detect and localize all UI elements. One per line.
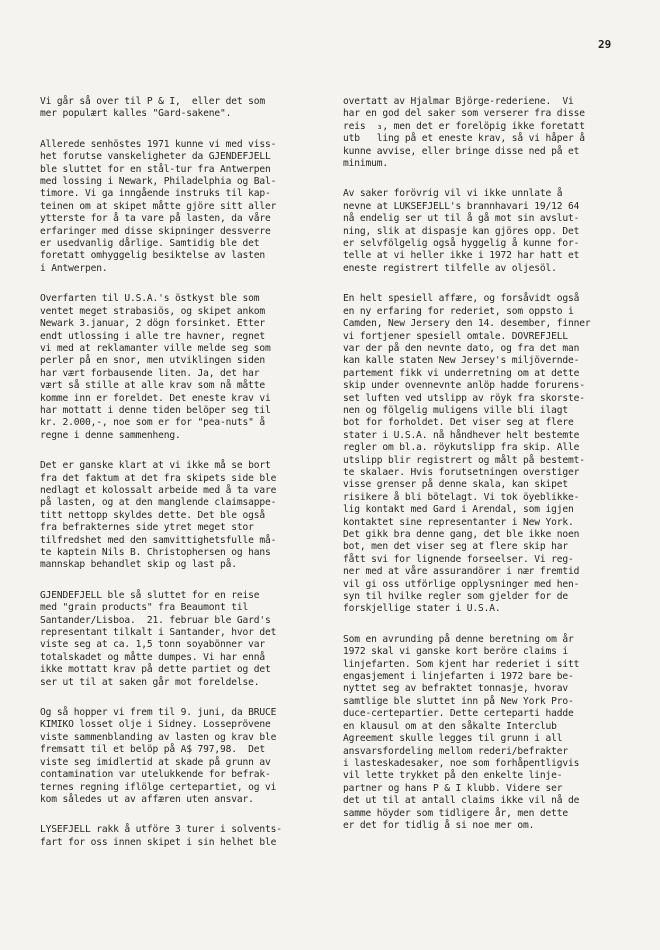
text-line: teinen om at skipet måtte gjöre sitt aller bbox=[40, 200, 277, 212]
text-line: Det er ganske klart at vi ikke må se bort bbox=[40, 460, 271, 472]
text-line: En helt spesiell affære, og forsåvidt også bbox=[343, 293, 580, 305]
text-line: nyttet seg av befraktet tonnasje, hvorav bbox=[343, 683, 569, 695]
text-line: Og så hopper vi frem til 9. juni, da BRUCE bbox=[40, 707, 277, 719]
text-line: vil gi oss utförlige opplysninger med hen- bbox=[343, 578, 580, 590]
paragraph bbox=[40, 96, 332, 121]
text-line: en ny erfaring for rederiet, som oppsto i bbox=[343, 305, 574, 317]
text-line: nå endelig ser ut til å gå mot sin avslut- bbox=[343, 213, 580, 225]
text-line: har vært forbausende liten. Ja, det har bbox=[40, 367, 260, 379]
text-line: te kaptein Nils B. Christophersen og hans bbox=[40, 547, 271, 558]
left-column bbox=[40, 96, 332, 867]
text-line: utslipp blir registrert og målt på bestemt- bbox=[343, 454, 585, 466]
paragraph bbox=[40, 707, 332, 806]
text-line: ytterste for å ta vare på lasten, da våre bbox=[40, 213, 271, 225]
text-line: GJENDEFJELL ble så sluttet for en reise bbox=[40, 589, 260, 601]
text-line: ternes regning iflölge certepartiet, og vi bbox=[40, 781, 277, 793]
text-line: fra det faktum at det fra skipets side ble bbox=[40, 472, 277, 484]
text-line: med "grain products" fra Beaumont til bbox=[40, 602, 249, 614]
text-line: ble sluttet for en stål-tur fra Antwerpen bbox=[40, 163, 271, 175]
paragraph bbox=[40, 293, 332, 442]
text-line: regler om bl.a. röykutslipp fra skip. Alle bbox=[343, 442, 580, 454]
text-line: Av saker forövrig vil vi ikke unnlate å bbox=[343, 188, 563, 200]
paragraph bbox=[40, 460, 332, 572]
text-line: ikke mottatt krav på dette partiet og det bbox=[40, 664, 271, 676]
text-line: syn til hvilke regler som gjelder for de bbox=[343, 591, 569, 603]
text-line: duce-certepartier. Dette certeparti hadde bbox=[343, 708, 574, 720]
text-line: har mottatt i denne tiden belöper seg til bbox=[40, 404, 271, 416]
text-line: bot for forholdet. Det viser seg at flere bbox=[343, 417, 574, 429]
text-line: vi fortjener spesiell omtale. DOVREFJELL bbox=[343, 330, 569, 342]
text-line: i Antwerpen. bbox=[40, 262, 108, 274]
text-line: fremsatt til et belöp på A$ 797,98. Det bbox=[40, 744, 266, 756]
text-line: Vi går så over til P & I, eller det som bbox=[40, 96, 266, 107]
text-line: fart for oss innen skipet i sin helhet ble bbox=[40, 836, 277, 848]
text-line: Newark 3.januar, 2 dögn forsinket. Etter bbox=[40, 318, 266, 330]
text-line: ner med at våre assurandörer i nær fremtid bbox=[343, 566, 580, 578]
text-line: kontaktet sine representanter i New York. bbox=[343, 516, 574, 528]
paragraph bbox=[343, 293, 643, 616]
text-line: med lossing i Newark, Philadelphia og Bal- bbox=[40, 176, 277, 188]
text-line: contamination var utelukkende for befrak- bbox=[40, 769, 271, 781]
text-line: mannskap behandlet skip og last på. bbox=[40, 559, 237, 571]
text-line: KIMIKO losset olje i Sidney. Losseprövene bbox=[40, 719, 271, 731]
text-line: vi med at reklamanter ville melde seg som bbox=[40, 342, 271, 354]
text-line: partement fikk vi underretning om at dette bbox=[343, 367, 580, 379]
text-line: Camden, New Jersery den 14. desember, finner bbox=[343, 318, 591, 330]
text-line: forskjellige stater i U.S.A. bbox=[343, 603, 501, 615]
text-line: lig kontakt med Gard i Arendal, som igjen bbox=[343, 504, 574, 516]
text-line: partner og hans P & I klubb. Videre ser bbox=[343, 782, 563, 794]
text-line: LYSEFJELL rakk å utföre 3 turer i solvents- bbox=[40, 824, 282, 836]
text-line: ansvarsfordeling mellom rederi/befrakter bbox=[343, 745, 569, 757]
text-line: Santander/Lisboa. 21. februar ble Gard's bbox=[40, 614, 271, 626]
text-line: kom således ut av affæren uten ansvar. bbox=[40, 793, 254, 805]
paragraph bbox=[40, 590, 332, 689]
text-line: ning, slik at dispasje kan gjöres opp. Det bbox=[343, 225, 580, 237]
text-line: regne i denne sammenheng. bbox=[40, 429, 181, 441]
text-line: linjefarten. Som kjent har rederiet i sitt bbox=[343, 658, 580, 670]
text-line: det ut til at antall claims ikke vil nå de bbox=[343, 795, 580, 807]
text-line: eneste registrert tilfelle av oljesöl. bbox=[343, 262, 557, 274]
text-line: representant tilkalt i Santander, hvor det bbox=[40, 627, 277, 639]
text-line: minimum. bbox=[343, 158, 389, 170]
text-line: Som en avrunding på denne beretning om år bbox=[343, 633, 574, 645]
text-line: fra befrakternes side ytret meget stor bbox=[40, 522, 254, 534]
text-line: mer populært kalles "Gard-sakene". bbox=[40, 108, 232, 120]
text-line: telle at vi heller ikke i 1972 har hatt et bbox=[343, 250, 580, 262]
text-line: engasjement i linjefarten i 1972 bare be- bbox=[343, 671, 574, 683]
text-line: Allerede senhöstes 1971 kunne vi med viss- bbox=[40, 138, 277, 150]
text-line: nen og fölgelig muligens ville bli ilagt bbox=[343, 404, 569, 416]
text-line: ventet meget strabasiös, og skipet ankom bbox=[40, 305, 266, 317]
text-line: er det for tidlig å si noe mer om. bbox=[343, 819, 535, 831]
text-line: erfaringer med disse skipninger dessverre bbox=[40, 225, 271, 237]
text-line: endt utlossing i alle tre havner, regnet bbox=[40, 330, 266, 342]
text-line: vært så stille at alle krav som nå måtte bbox=[40, 380, 266, 392]
text-line: samtlige ble sluttet inn på New York Pro- bbox=[343, 695, 574, 707]
text-line: kr. 2.000,-, noe som er for "pea-nuts" å bbox=[40, 417, 266, 429]
text-line: viste seg imidlertid at skade på grunn av bbox=[40, 756, 271, 768]
text-line: Overfarten til U.S.A.'s östkyst ble som bbox=[40, 293, 260, 305]
paragraph bbox=[40, 824, 332, 849]
text-line: perler på en snor, men utviklingen siden bbox=[40, 355, 266, 367]
text-line: reis ₃, men det er forelöpig ikke foretatt bbox=[343, 120, 585, 132]
text-line: fått svi for lignende forseelser. Vi reg- bbox=[343, 553, 574, 565]
text-line: nedlagt et kolossalt arbeide med å ta vare bbox=[40, 484, 277, 496]
paragraph bbox=[40, 139, 332, 275]
text-line: utb ling på et eneste krav, så vi håper å bbox=[343, 133, 585, 145]
text-line: foretatt omhyggelig besiktelse av lasten bbox=[40, 250, 266, 262]
text-line: 1972 skal vi ganske kort beröre claims i bbox=[343, 646, 569, 658]
text-line: er selvfölgelig også hyggelig å kunne for- bbox=[343, 238, 580, 250]
text-line: Agreement skulle legges til grunn i all bbox=[343, 733, 563, 745]
text-line: skip under ovennevnte anlöp hadde forurens- bbox=[343, 380, 585, 392]
text-line: te skalaer. Hvis forutsetningen overstiger bbox=[343, 466, 580, 478]
text-line: totalskadet og måtte dumpes. Vi har ennå bbox=[40, 651, 266, 663]
text-line: nevne at LUKSEFJELL's brannhavari 19/12 64 bbox=[343, 200, 580, 212]
text-line: har en god del saker som verserer fra disse bbox=[343, 108, 585, 120]
text-line: risikere å bli bötelagt. Vi tok öyeblikke- bbox=[343, 491, 580, 503]
text-line: Det gikk bra denne gang, det ble ikke noen bbox=[343, 529, 580, 540]
text-line: var der på den nevnte dato, og fra det man bbox=[343, 342, 580, 354]
text-line: er usedvanlig dårlige. Samtidig ble det bbox=[40, 238, 260, 250]
text-line: overtatt av Hjalmar Björge-rederiene. Vi bbox=[343, 96, 574, 107]
text-line: kunne avvise, eller bringe disse ned på et bbox=[343, 145, 580, 157]
text-line: en klausul om at den såkalte Interclub bbox=[343, 720, 557, 732]
text-line: viste seg at ca. 1,5 tonn soyabönner var bbox=[40, 639, 266, 651]
paragraph bbox=[343, 96, 643, 170]
text-line: tilfredshet med den samvittighetsfulle må- bbox=[40, 534, 277, 546]
right-column bbox=[343, 96, 643, 850]
text-line: kan kalle staten New Jersey's miljövernde- bbox=[343, 355, 580, 367]
text-line: bot, men det viser seg at flere skip har bbox=[343, 541, 569, 553]
text-line: set luften ved utslipp av röyk fra skorste- bbox=[343, 392, 585, 404]
text-line: samme höyder som tidligere år, men dette bbox=[343, 807, 569, 819]
text-line: stater i U.S.A. nå håndhever helt bestemte bbox=[343, 429, 580, 441]
text-line: ser ut til at saken går mot foreldelse. bbox=[40, 676, 260, 688]
page-number: 29 bbox=[598, 38, 612, 51]
text-line: vil lette trykket på den enkelte linje- bbox=[343, 770, 563, 782]
text-line: het forutse vanskeligheter da GJENDEFJELL bbox=[40, 151, 271, 163]
text-line: titt nettopp skyldes dette. Det ble også bbox=[40, 509, 266, 521]
text-line: visse grenser på denne skala, kan skipet bbox=[343, 479, 569, 491]
text-line: timore. Vi ga inngående instruks til kap- bbox=[40, 188, 271, 200]
text-line: viste sammenblanding av lasten og krav ble bbox=[40, 731, 277, 743]
text-line: komme inn er foreldet. Det eneste krav vi bbox=[40, 392, 271, 404]
paragraph bbox=[343, 188, 643, 275]
text-line: på lasten, og at den manglende claimsappe- bbox=[40, 497, 277, 509]
paragraph bbox=[343, 634, 643, 833]
text-line: i lasteskadesaker, noe som forhåpentligvis bbox=[343, 757, 580, 769]
